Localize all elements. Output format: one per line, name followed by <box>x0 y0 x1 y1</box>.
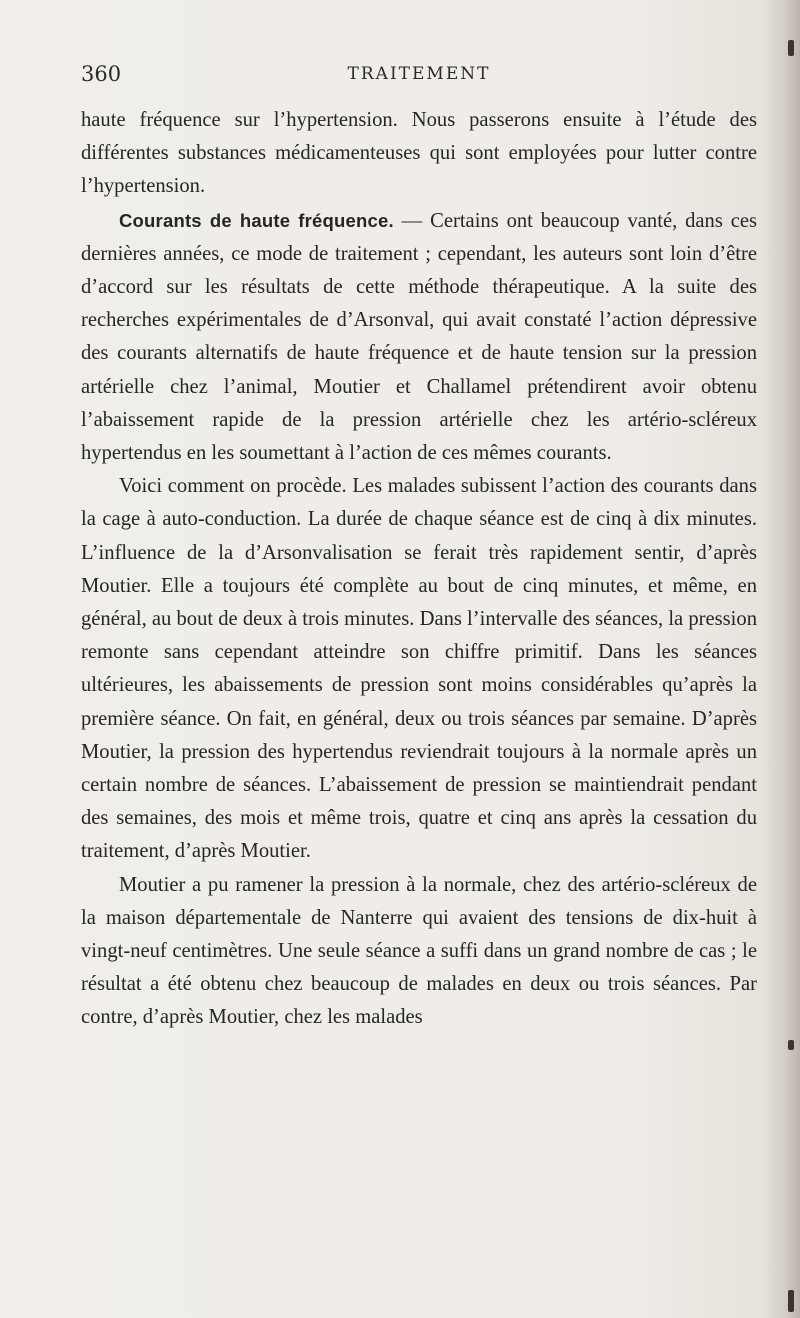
paragraph-3 <box>81 470 757 868</box>
running-title: TRAITEMENT <box>347 64 491 84</box>
body-text <box>81 104 757 1035</box>
edge-mark <box>788 1040 794 1050</box>
page-header <box>81 62 757 92</box>
paragraph-text: — Certains ont beaucoup vanté, dans ces dernières années, ce mode de traitement ; cependant, les auteurs sont loin d’être d’accord sur les résultats de cette méthode thérapeutique. A la suite des recherches expérimentales de d’Arsonval, qui avait constaté l’action dépressive des courants alternatifs de haute fréquence et de haute tension sur la pression artérielle chez l’animal, Moutier et Challamel prétendirent avoir obtenu l’abaissement rapide de la pression artérielle chez les artério-scléreux hypertendus en les soumettant à l’action de ces mêmes courants. <box>81 209 757 465</box>
paragraph-text: Moutier a pu ramener la pression à la normale, chez des artério-scléreux de la maison départementale de Nanterre qui avaient des tensions de dix-huit à vingt-neuf centimètres. Une seule séance a suffi dans un grand nombre de cas ; le résultat a été obtenu chez beaucoup de malades en deux ou trois séances. Par contre, d’après Moutier, chez les malades <box>81 873 757 1029</box>
page-number: 360 <box>81 62 122 86</box>
section-heading: Courants de haute fréquence. <box>119 209 394 231</box>
page-edge-shadow <box>764 0 800 1318</box>
paragraph-1 <box>81 104 757 204</box>
paragraph-2 <box>81 204 757 471</box>
edge-mark <box>788 40 794 56</box>
paragraph-text: Voici comment on procède. Les malades subissent l’action des courants dans la cage à auto-conduction. La durée de chaque séance est de cinq à dix minutes. L’influence de la d’Arsonvalisation se ferait très rapidement sentir, d’après Moutier. Elle a toujours été complète au bout de cinq minutes, et même, en général, au bout de deux à trois minutes. Dans l’intervalle des séances, la pression remonte sans cependant atteindre son chiffre primitif. Dans les séances ultérieures, les abaissements de pression sont moins considérables qu’après la première séance. On fait, en général, deux ou trois séances par semaine. D’après Moutier, la pression des hypertendus reviendrait toujours à la normale après un certain nombre de séances. L’abaissement de pression se maintiendrait pendant des semaines, des mois et même trois, quatre et cinq ans après la cessation du traitement, d’après Moutier. <box>81 475 757 863</box>
paragraph-4 <box>81 869 757 1035</box>
paragraph-text: haute fréquence sur l’hypertension. Nous passerons ensuite à l’étude des différentes substances médicamenteuses qui sont employées pour lutter contre l’hypertension. <box>81 109 757 198</box>
edge-mark <box>788 1290 794 1312</box>
